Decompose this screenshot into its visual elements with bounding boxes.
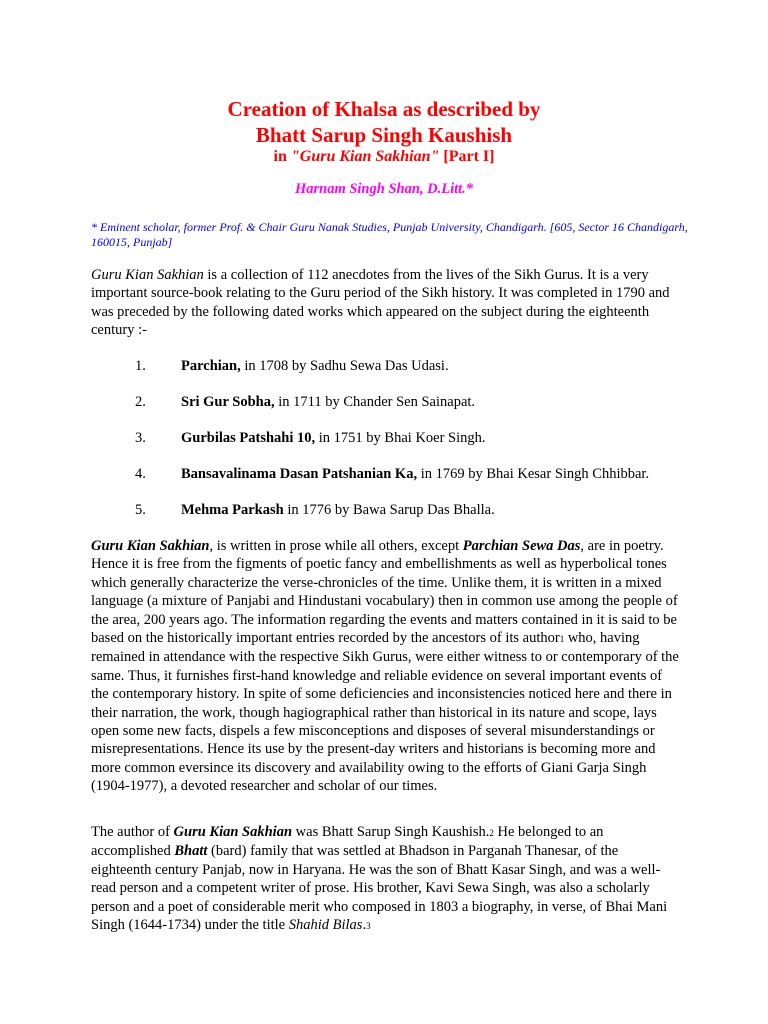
p2-text-1: , is written in prose while all others, except bbox=[209, 538, 463, 554]
title-line-1: Creation of Khalsa as described by bbox=[227, 97, 541, 121]
paragraph-3 bbox=[91, 823, 681, 935]
p1-rest: is a collection of 112 anecdotes from the lives of the Sikh Gurus. It is a very important source-book relating to the Guru period of the Sikh history. It was completed in 1790 and was preceded by the following dated works which appeared on the subject during the eighteenth century :- bbox=[91, 267, 670, 339]
p3-text-1: The author of bbox=[91, 824, 174, 840]
paragraph-1 bbox=[91, 266, 681, 340]
p3-text-2: was Bhatt Sarup Singh Kaushish. bbox=[292, 824, 490, 840]
p3-emphasis-1: Guru Kian Sakhian bbox=[173, 824, 293, 840]
page-subtitle bbox=[0, 148, 768, 166]
list-item-title: Mehma Parkash bbox=[181, 502, 284, 518]
list-item-title: Parchian, bbox=[181, 358, 241, 374]
author-line: Harnam Singh Shan, D.Litt.* bbox=[294, 181, 474, 197]
title-line-2: Bhatt Sarup Singh Kaushish bbox=[255, 123, 513, 147]
list-item-title: Gurbilas Patshahi 10, bbox=[181, 430, 316, 446]
subtitle-work: "Guru Kian Sakhian" bbox=[290, 148, 440, 165]
footnote-ref-2[interactable]: 2 bbox=[489, 828, 494, 838]
subtitle-part: [Part I] bbox=[439, 148, 495, 165]
p2-emphasis: Parchian Sewa Das bbox=[462, 538, 581, 554]
page-title bbox=[0, 96, 768, 148]
p3-text-4: (bard) family that was settled at Bhadson in Parganah Thanesar, of the eighteenth century Panjab, now in Haryana. He was the son of Bhatt Kasar Singh, and was a well-read person and a competent writer of prose. His brother, Kavi Sewa Singh, was also a scholarly person and a poet of considerable merit who composed in 1803 a biography, in verse, of Bhai Mani Singh (1644-1734) under the title bbox=[91, 843, 668, 934]
list-item-detail: in 1769 by Bhai Kesar Singh Chhibbar. bbox=[417, 466, 650, 482]
list-item-number: 4. bbox=[135, 466, 146, 482]
subtitle-prefix: in bbox=[273, 148, 291, 165]
paragraph-2 bbox=[91, 537, 681, 796]
list-item-detail: in 1711 by Chander Sen Sainapat. bbox=[274, 394, 476, 410]
list-item-title: Bansavalinama Dasan Patshanian Ka, bbox=[181, 466, 418, 482]
p3-text-3: He belonged to an accomplished bbox=[91, 824, 604, 860]
list-item-number: 2. bbox=[135, 394, 146, 410]
list-item-detail: in 1776 by Bawa Sarup Das Bhalla. bbox=[283, 502, 495, 518]
p2-text-2: , are in poetry. Hence it is free from the figments of poetic fancy and embellishments as well as hyperbolical tones which generally characterize the verse-chronicles of the time. Unlike them, it is written in a mixed language (a mixture of Panjabi and Hindustani vocabulary) then in common use among the people of the area, 200 years ago. The information regarding the events and matters contained in it is said to be based on the historically important entries recorded by the ancestors of its author bbox=[91, 538, 678, 647]
footnote-ref-1[interactable]: 1 bbox=[559, 634, 565, 645]
list-item-title: Sri Gur Sobha, bbox=[181, 394, 275, 410]
list-item-number: 5. bbox=[135, 502, 146, 518]
author-footnote: * Eminent scholar, former Prof. & Chair Guru Nanak Studies, Punjab University, Chandigarh. [605, Sector 16 Chandigarh, 160015, Punjab] bbox=[91, 220, 688, 249]
p2-lead: Guru Kian Sakhian bbox=[91, 538, 210, 554]
list-item-number: 1. bbox=[135, 358, 146, 374]
p3-emphasis-2: Bhatt bbox=[174, 843, 208, 860]
footnote-ref-3[interactable]: 3 bbox=[366, 921, 371, 932]
p3-text-5: . bbox=[362, 917, 367, 934]
list-item-detail: in 1708 by Sadhu Sewa Das Udasi. bbox=[240, 358, 449, 374]
p2-text-3: who, having remained in attendance with the respective Sikh Gurus, were either witness to or contemporary of the same. Thus, it furnishes first-hand knowledge and reliable evidence on several important events of the contemporary history. In spite of some deficiencies and inconsistencies noticed here and there in their narration, the work, though hagiographical rather than historical in its nature and scope, lays open some new facts, dispels a few misconceptions and disposes of several misunderstandings or misrepresentations. Hence its use by the present-day writers and historians is becoming more and more common eversince its discovery and availability owing to the efforts of Giani Garja Singh (1904-1977), a devoted researcher and scholar of our times. bbox=[91, 630, 679, 795]
list-item-detail: in 1751 by Bhai Koer Singh. bbox=[315, 430, 486, 446]
list-item-number: 3. bbox=[135, 430, 146, 446]
p3-italic-title: Shahid Bilas bbox=[288, 917, 363, 934]
p1-lead: Guru Kian Sakhian bbox=[91, 267, 204, 283]
